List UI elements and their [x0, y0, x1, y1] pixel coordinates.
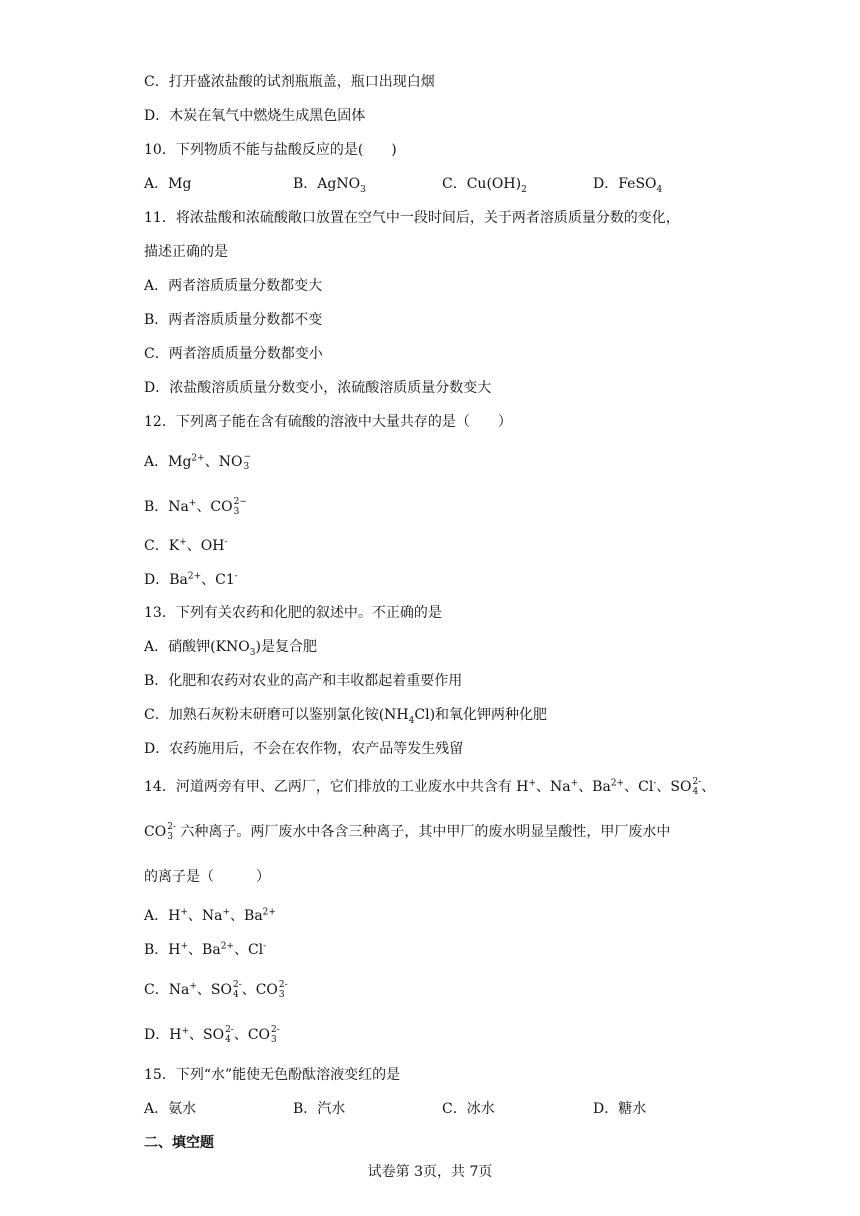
- q14-stem-line1: 14．河道两旁有甲、乙两厂，它们排放的工业废水中共含有 H+、Na+、$Ba^{2+}$、Cl-、SO 2- 4 、: [144, 777, 716, 797]
- q10-option-d: D．FeSO$_4$: [593, 176, 663, 195]
- q14-stem-line3: 的离子是（ ）: [144, 869, 270, 885]
- q14-option-b: B．H+、$Ba^{2+}$、Cl-: [144, 941, 267, 958]
- q14-stem-line2: CO 2- 3 六种离子。两厂废水中各含三种离子，其中甲厂的废水明显呈酸性，甲厂废水中: [144, 822, 671, 842]
- q12-option-c: C．K+、OH-: [144, 537, 228, 554]
- q15-option-d: D．糖水: [593, 1101, 647, 1117]
- q15-option-c: C．冰水: [442, 1101, 495, 1117]
- q11-stem-line1: 11．将浓盐酸和浓硫酸敞口放置在空气中一段时间后，关于两者溶质质量分数的变化，: [144, 210, 680, 226]
- q12-option-b: B．Na+、CO 2− 3: [144, 497, 247, 517]
- q11-option-d: D．浓盐酸溶质质量分数变小，浓硫酸溶质质量分数变大: [144, 380, 492, 396]
- section-heading-fill-in: 二、填空题: [144, 1135, 214, 1151]
- q10-option-a: A．Mg: [144, 176, 192, 192]
- q12-stem: 12．下列离子能在含有硫酸的溶液中大量共存的是（ ）: [144, 414, 512, 430]
- q15-option-b: B．汽水: [293, 1101, 346, 1117]
- q11-option-a: A．两者溶质质量分数都变大: [144, 278, 323, 294]
- q11-option-b: B．两者溶质质量分数都不变: [144, 312, 323, 328]
- q13-option-a: A．硝酸钾$(KNO_3)$是复合肥: [144, 639, 317, 658]
- q11-option-c: C．两者溶质质量分数都变小: [144, 346, 323, 362]
- q14-option-c: C．Na+、SO 2- 4 、CO 2- 3: [144, 980, 288, 1000]
- q12-option-a: A．$Mg^{2+}$、NO − 3: [144, 452, 251, 472]
- q12-option-d: D．$Ba^{2+}$、C1-: [144, 571, 238, 588]
- q13-option-b: B．化肥和农药对农业的高产和丰收都起着重要作用: [144, 673, 463, 689]
- q13-option-d: D．农药施用后，不会在农作物，农产品等发生残留: [144, 741, 464, 757]
- q10-option-b: B．AgNO$_3$: [293, 176, 366, 195]
- page-footer: 试卷第 3页，共 7页: [367, 1164, 493, 1180]
- q15-option-a: A．氨水: [144, 1101, 197, 1117]
- q13-stem: 13．下列有关农药和化肥的叙述中。不正确的是: [144, 605, 442, 621]
- q11-stem-line2: 描述正确的是: [144, 244, 228, 260]
- q9-option-d: D．木炭在氧气中燃烧生成黑色固体: [144, 108, 366, 124]
- q10-option-c: C．$Cu(OH)_2$: [442, 176, 527, 195]
- q15-stem: 15．下列“水”能使无色酚酞溶液变红的是: [144, 1067, 401, 1083]
- q10-stem: 10．下列物质不能与盐酸反应的是( ): [144, 142, 397, 158]
- q14-option-a: A．H+、Na+、$Ba^{2+}$: [144, 907, 276, 924]
- q13-option-c: C．加熟石灰粉末研磨可以鉴别氯化铵$(NH_4Cl)$和氧化钾两种化肥: [144, 707, 548, 726]
- q14-option-d: D．H+、SO 2- 4 、CO 2- 3: [144, 1025, 280, 1045]
- q9-option-c: C．打开盛浓盐酸的试剂瓶瓶盖，瓶口出现白烟: [144, 74, 435, 90]
